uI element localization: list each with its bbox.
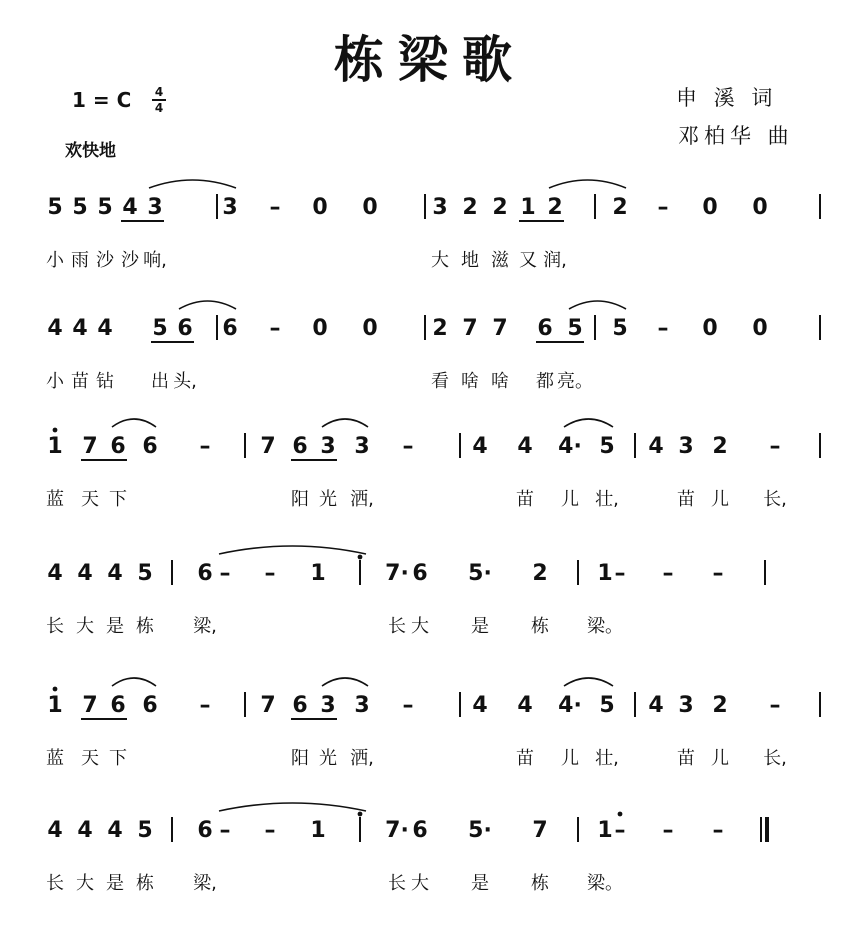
note: 2 <box>612 195 628 220</box>
lyric-char: 沙 <box>121 250 139 271</box>
note: 4 <box>77 818 93 843</box>
note: 6 <box>110 693 126 718</box>
lyric-char: 长 <box>46 616 64 637</box>
note: 2 <box>492 195 508 220</box>
note: 4 <box>47 561 63 586</box>
octave-dot <box>618 812 623 817</box>
lyric-char: 梁, <box>193 873 217 894</box>
lyric-char: 阳 <box>291 489 309 510</box>
note: 5 <box>152 316 168 341</box>
lyric-char: 长 <box>388 616 406 637</box>
note: 5 <box>612 316 628 341</box>
note: 4 <box>97 316 113 341</box>
note: 4 <box>47 316 63 341</box>
octave-dot <box>53 428 58 433</box>
note: 5· <box>468 561 492 586</box>
dash-note: – <box>657 316 669 341</box>
lyricist-credit: 申 溪 词 <box>676 86 778 110</box>
lyric-char: 小 <box>46 250 64 271</box>
lyric-char: 响, <box>143 250 167 271</box>
lyric-char: 苗 <box>516 489 534 510</box>
lyric-char: 光 <box>319 489 337 510</box>
lyric-char: 亮。 <box>557 371 593 392</box>
dash-note: – <box>269 195 281 220</box>
lyric-char: 阳 <box>291 748 309 769</box>
lyric-char: 润, <box>543 250 567 271</box>
note: 1 <box>520 195 536 220</box>
note: 5 <box>567 316 583 341</box>
dash-note: – <box>712 818 724 843</box>
dash-note: – <box>402 693 414 718</box>
note: 0 <box>752 195 768 220</box>
lyric-char: 天 <box>81 489 99 510</box>
lyric-char: 沙 <box>96 250 114 271</box>
dash-note: – <box>712 561 724 586</box>
lyric-char: 雨 <box>71 250 89 271</box>
note: 7 <box>462 316 478 341</box>
lyric-char: 苗 <box>71 371 89 392</box>
note: 4 <box>517 693 533 718</box>
lyric-char: 蓝 <box>46 748 64 769</box>
note: 3 <box>432 195 448 220</box>
key-signature: 1 = C <box>72 88 132 112</box>
tie-arc <box>549 180 626 188</box>
dash-note: – <box>264 561 276 586</box>
dash-note: – <box>614 561 626 586</box>
lyric-char: 梁。 <box>587 873 623 894</box>
note: 6 <box>222 316 238 341</box>
note: 7 <box>82 434 98 459</box>
note: 4· <box>558 693 582 718</box>
lyric-char: 下 <box>109 748 127 769</box>
tie-arc <box>322 419 368 427</box>
lyric-char: 儿 <box>561 489 579 510</box>
dash-note: – <box>769 434 781 459</box>
note: 3 <box>320 434 336 459</box>
dash-note: – <box>662 561 674 586</box>
note: 5 <box>97 195 113 220</box>
dash-note: – <box>662 818 674 843</box>
tie-arc <box>219 803 366 811</box>
lyric-char: 儿 <box>561 748 579 769</box>
lyric-char: 小 <box>46 371 64 392</box>
lyric-char: 都 <box>536 371 554 392</box>
dash-note: – <box>614 818 626 843</box>
lyric-char: 大 <box>411 616 429 637</box>
lyric-char: 壮, <box>595 489 619 510</box>
note: 1 <box>310 561 326 586</box>
note: 6 <box>197 818 213 843</box>
song-title: 栋梁歌 <box>334 31 526 89</box>
note: 7 <box>260 434 276 459</box>
note: 4 <box>472 693 488 718</box>
note: 7 <box>532 818 548 843</box>
dash-note: – <box>199 434 211 459</box>
lyric-char: 儿 <box>711 748 729 769</box>
lyric-char: 大 <box>431 250 449 271</box>
note: 4 <box>472 434 488 459</box>
tie-arc <box>112 419 156 427</box>
composer-credit: 邓柏华 曲 <box>678 124 794 148</box>
note: 7 <box>492 316 508 341</box>
lyric-char: 梁。 <box>587 616 623 637</box>
lyric-char: 下 <box>109 489 127 510</box>
note: 6 <box>292 693 308 718</box>
note: 0 <box>362 195 378 220</box>
lyric-char: 是 <box>471 873 489 894</box>
lyric-char: 长, <box>763 489 787 510</box>
tempo-marking: 欢快地 <box>65 141 116 161</box>
dash-note: – <box>769 693 781 718</box>
lyric-char: 是 <box>106 616 124 637</box>
note: 0 <box>752 316 768 341</box>
octave-dot <box>53 687 58 692</box>
lyric-char: 啥 <box>491 371 509 392</box>
lyric-char: 洒, <box>350 748 374 769</box>
note: 2 <box>532 561 548 586</box>
lyric-char: 栋 <box>136 616 154 637</box>
tie-arc <box>564 678 613 686</box>
tie-arc <box>179 301 236 309</box>
dash-note: – <box>402 434 414 459</box>
note: 0 <box>362 316 378 341</box>
lyric-char: 蓝 <box>46 489 64 510</box>
tie-arc <box>149 180 236 188</box>
time-signature-top: 4 <box>154 85 164 99</box>
tie-arc <box>322 678 368 686</box>
note: 2 <box>462 195 478 220</box>
note: 4 <box>47 818 63 843</box>
note: 4 <box>107 561 123 586</box>
lyric-char: 大 <box>76 616 94 637</box>
lyric-char: 梁, <box>193 616 217 637</box>
note: 3 <box>354 434 370 459</box>
note: 6 <box>412 561 428 586</box>
lyric-char: 大 <box>411 873 429 894</box>
note: 4 <box>648 693 664 718</box>
note: 1 <box>310 818 326 843</box>
octave-dot <box>358 812 363 817</box>
note: 2 <box>432 316 448 341</box>
lyric-char: 地 <box>461 250 479 271</box>
lyric-char: 出 <box>151 371 169 392</box>
dash-note: – <box>219 561 231 586</box>
dash-note: – <box>199 693 211 718</box>
lyric-char: 啥 <box>461 371 479 392</box>
note: 1 <box>47 693 63 718</box>
note: 5 <box>72 195 88 220</box>
lyric-char: 壮, <box>595 748 619 769</box>
note: 0 <box>312 316 328 341</box>
note: 5 <box>137 561 153 586</box>
note: 3 <box>222 195 238 220</box>
note: 0 <box>312 195 328 220</box>
note: 2 <box>712 434 728 459</box>
note: 4 <box>72 316 88 341</box>
note: 6 <box>197 561 213 586</box>
lyric-char: 大 <box>76 873 94 894</box>
note: 4 <box>122 195 138 220</box>
note: 3 <box>678 693 694 718</box>
note: 1 <box>597 561 613 586</box>
note: 6 <box>177 316 193 341</box>
note: 6 <box>292 434 308 459</box>
note: 5 <box>137 818 153 843</box>
note: 1 <box>47 434 63 459</box>
note: 3 <box>147 195 163 220</box>
lyric-char: 苗 <box>677 489 695 510</box>
time-signature-bottom: 4 <box>154 101 164 115</box>
note: 4 <box>107 818 123 843</box>
lyric-char: 又 <box>519 250 537 271</box>
lyric-char: 钻 <box>96 371 114 392</box>
note: 4 <box>648 434 664 459</box>
lyric-char: 洒, <box>350 489 374 510</box>
lyric-char: 儿 <box>711 489 729 510</box>
lyric-char: 苗 <box>516 748 534 769</box>
lyric-char: 是 <box>106 873 124 894</box>
note: 1 <box>597 818 613 843</box>
note: 3 <box>320 693 336 718</box>
note: 0 <box>702 195 718 220</box>
note: 6 <box>142 693 158 718</box>
tie-arc <box>219 546 366 554</box>
note: 0 <box>702 316 718 341</box>
lyric-char: 看 <box>431 371 449 392</box>
note: 6 <box>142 434 158 459</box>
note: 5 <box>47 195 63 220</box>
lyric-char: 栋 <box>136 873 154 894</box>
note: 4· <box>558 434 582 459</box>
dash-note: – <box>219 818 231 843</box>
note: 7· <box>385 818 409 843</box>
dash-note: – <box>657 195 669 220</box>
lyric-char: 长 <box>46 873 64 894</box>
note: 6 <box>110 434 126 459</box>
tie-arc <box>112 678 156 686</box>
note: 7 <box>82 693 98 718</box>
note: 7 <box>260 693 276 718</box>
lyric-char: 滋 <box>491 250 509 271</box>
tie-arc <box>569 301 626 309</box>
note: 5 <box>599 434 615 459</box>
note: 3 <box>678 434 694 459</box>
dash-note: – <box>269 316 281 341</box>
lyric-char: 是 <box>471 616 489 637</box>
lyric-char: 光 <box>319 748 337 769</box>
lyric-char: 头, <box>173 371 197 392</box>
lyric-char: 栋 <box>531 616 549 637</box>
note: 5· <box>468 818 492 843</box>
octave-dot <box>358 555 363 560</box>
lyric-char: 长, <box>763 748 787 769</box>
note: 7· <box>385 561 409 586</box>
note: 4 <box>517 434 533 459</box>
lyric-char: 栋 <box>531 873 549 894</box>
note: 6 <box>412 818 428 843</box>
dash-note: – <box>264 818 276 843</box>
note: 3 <box>354 693 370 718</box>
note: 2 <box>547 195 563 220</box>
lyric-char: 苗 <box>677 748 695 769</box>
note: 4 <box>77 561 93 586</box>
note: 6 <box>537 316 553 341</box>
lyric-char: 长 <box>388 873 406 894</box>
note: 2 <box>712 693 728 718</box>
note: 5 <box>599 693 615 718</box>
tie-arc <box>564 419 613 427</box>
lyric-char: 天 <box>81 748 99 769</box>
